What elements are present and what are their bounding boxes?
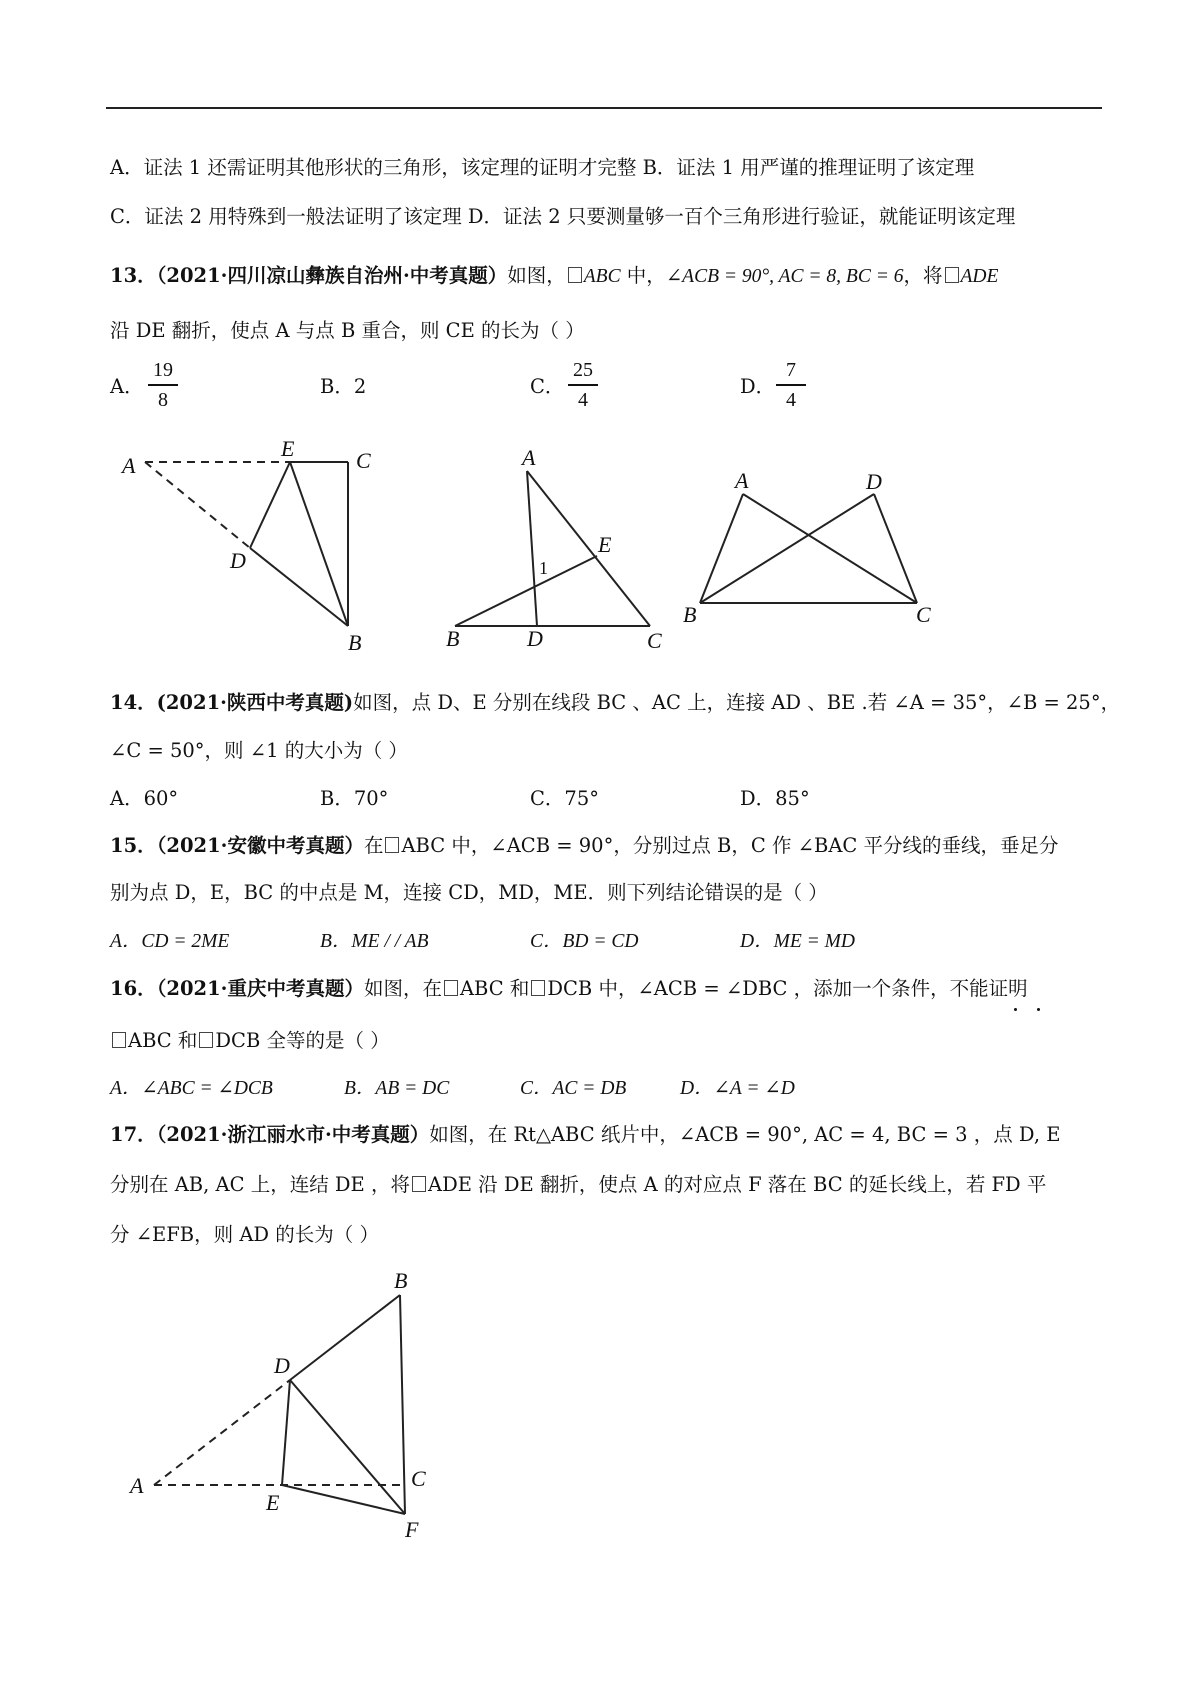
point-a-label: A <box>130 1473 144 1498</box>
q14-source: (2021·陕西中考真题) <box>156 691 354 714</box>
q15-option-b: B．ME / / AB <box>320 931 429 952</box>
fraction-numerator: 7 <box>786 359 796 381</box>
segment-ef <box>282 1485 405 1514</box>
q13-stem-a: 如图， <box>507 264 566 287</box>
q15-line-2: 别为点 D，E，BC 的中点是 M，连接 CD，MD，ME．则下列结论错误的是（ ） <box>110 881 828 904</box>
q13-number: 13． <box>110 264 157 287</box>
q14-stem: 如图，点 D、E 分别在线段 BC 、AC 上，连接 AD 、BE .若 ∠A = 35°，∠B = 25°， <box>353 691 1121 714</box>
q13-option-c-label: C． <box>530 375 565 398</box>
point-b-label: B <box>348 630 362 655</box>
q13-option-d-label: D． <box>740 375 776 398</box>
q16-stem-c: DCB 中，∠ACB = ∠DBC ，添加一个条件，不能证明 <box>547 977 1028 1000</box>
q17-stem-b: ADE 沿 DE 翻折，使点 A 的对应点 F 落在 BC 的延长线上，若 FD 平 <box>427 1173 1047 1196</box>
point-c-label: C <box>647 628 662 653</box>
point-a-label: A <box>735 468 749 493</box>
q16-stem-b: ABC 和 <box>459 977 530 1000</box>
q13-triangle-2: ADE <box>960 266 999 287</box>
q17-stem-a: 分别在 AB, AC 上，连结 DE ，将 <box>110 1173 410 1196</box>
q13-option-b: B．2 <box>320 375 367 398</box>
segment-df <box>290 1380 405 1514</box>
q14-option-b: B．70° <box>320 787 389 810</box>
point-e-label: E <box>266 1490 280 1515</box>
point-c-label: C <box>356 448 371 473</box>
point-e-label: E <box>281 436 295 461</box>
fraction-denominator: 4 <box>578 388 588 411</box>
point-b-label: B <box>446 626 460 651</box>
point-a-label: A <box>522 445 536 470</box>
q16-stem-d: ABC 和 <box>128 1029 198 1052</box>
segment-ad-dashed <box>154 1380 290 1485</box>
fraction-numerator: 25 <box>573 359 593 381</box>
point-c-label: C <box>411 1466 426 1491</box>
fraction-denominator: 4 <box>786 388 796 411</box>
segment-db <box>290 1295 400 1380</box>
q13-source: （2021·四川凉山彝族自治州·中考真题） <box>156 264 508 287</box>
q13-option-a-label: A． <box>110 375 144 398</box>
q17-number: 17． <box>110 1123 157 1146</box>
point-d-label: D <box>527 626 543 651</box>
point-f-label: F <box>405 1517 419 1542</box>
q15-option-c: C．BD = CD <box>530 931 639 952</box>
angle-1-label: 1 <box>539 558 548 578</box>
q14-number: 14． <box>110 691 157 714</box>
prev-options-line-2: C．证法 2 用特殊到一般法证明了该定理 D．证法 2 只要测量够一百个三角形进行验证，就能证明该定理 <box>110 205 1016 228</box>
q13-stem-b: 中， <box>620 264 666 287</box>
point-b-label: B <box>394 1268 408 1293</box>
q13-triangle: ABC <box>583 266 621 287</box>
q17-source: （2021·浙江丽水市·中考真题） <box>156 1123 430 1146</box>
q13-line-2: 沿 DE 翻折，使点 A 与点 B 重合，则 CE 的长为（ ） <box>110 319 585 342</box>
segment-bf <box>400 1295 405 1514</box>
segment-de <box>282 1380 290 1485</box>
q15-stem-b: ABC 中，∠ACB = 90°，分别过点 B，C 作 ∠BAC 平分线的垂线，垂足分 <box>401 834 1059 857</box>
point-d-label: D <box>274 1353 290 1378</box>
q14-option-a: A．60° <box>110 787 179 810</box>
q16-option-b: B．AB = DC <box>344 1078 450 1099</box>
point-e-label: E <box>598 532 612 557</box>
q16-source: （2021·重庆中考真题） <box>156 977 364 1000</box>
q13-stem-c: ，将 <box>903 264 943 287</box>
q15-option-a: A．CD = 2ME <box>110 931 230 952</box>
q13-condition: ∠ACB = 90°, AC = 8, BC = 6 <box>665 266 904 287</box>
fraction-numerator: 19 <box>153 359 173 381</box>
point-c-label: C <box>916 602 931 627</box>
q16-option-c: C．AC = DB <box>520 1078 627 1099</box>
q15-stem-a: 在 <box>363 834 384 857</box>
prev-options-line-1: A．证法 1 还需证明其他形状的三角形，该定理的证明才完整 B．证法 1 用严谨的推理证明了该定理 <box>110 156 975 179</box>
q14-line-2: ∠C = 50°，则 ∠1 的大小为（ ） <box>110 739 408 762</box>
q17-stem: 如图，在 Rt△ABC 纸片中，∠ACB = 90°, AC = 4, BC = 3 ，点 D, E <box>429 1123 1061 1146</box>
q16-option-a: A．∠ABC = ∠DCB <box>110 1078 273 1099</box>
point-a-label: A <box>122 453 136 478</box>
q15-number: 15． <box>110 834 157 857</box>
point-b-label: B <box>683 602 697 627</box>
q15-option-d: D．ME = MD <box>740 931 855 952</box>
q16-stem-a: 如图，在 <box>363 977 442 1000</box>
q16-stem-e: DCB 全等的是（ ） <box>215 1029 390 1052</box>
q16-number: 16． <box>110 977 157 1000</box>
q14-option-c: C．75° <box>530 787 599 810</box>
q15-source: （2021·安徽中考真题） <box>156 834 364 857</box>
point-d-label: D <box>230 548 246 573</box>
q14-option-d: D．85° <box>740 787 810 810</box>
point-d-label: D <box>866 469 882 494</box>
fraction-denominator: 8 <box>158 388 168 411</box>
q17-line-3: 分 ∠EFB，则 AD 的长为（ ） <box>110 1223 379 1246</box>
q16-option-d: D．∠A = ∠D <box>680 1078 795 1099</box>
